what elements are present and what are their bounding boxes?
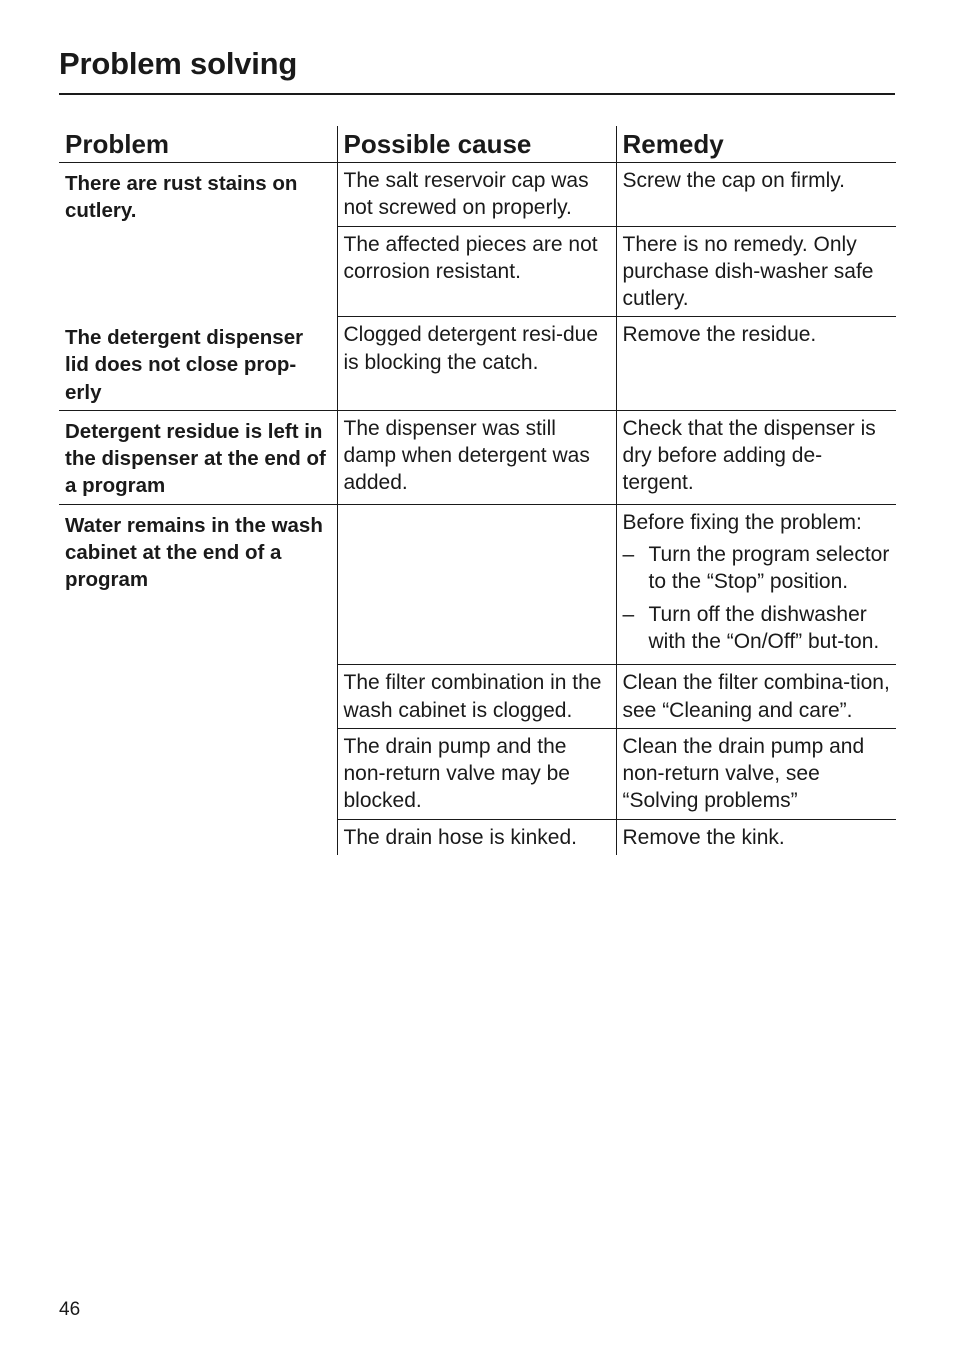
dash-bullet-icon: – — [622, 543, 635, 567]
table-row — [59, 163, 896, 227]
dash-bullet-icon: – — [622, 602, 635, 626]
problem-solving-table — [59, 126, 896, 855]
cause-cell: The filter combination in the wash cabinet is clogged. — [337, 665, 616, 729]
header-problem: Problem — [59, 126, 337, 163]
problem-cell: The detergent dispenser lid does not close prop-erly — [59, 317, 337, 410]
problem-cell: Water remains in the wash cabinet at the end of a program — [65, 513, 323, 592]
remedy-cell: Screw the cap on firmly. — [616, 163, 896, 227]
list-item — [623, 601, 891, 656]
header-remedy: Remedy — [616, 126, 896, 163]
remedy-cell: Remove the kink. — [616, 819, 896, 855]
cause-cell: The salt reservoir cap was not screwed on properly. — [337, 163, 616, 227]
problem-cell: Detergent residue is left in the dispenser at the end of a program — [59, 410, 337, 504]
remedy-step: Turn off the dishwasher with the “On/Off” but-ton. — [648, 602, 880, 653]
table-header-row — [59, 126, 896, 163]
remedy-steps — [623, 541, 891, 655]
table-row — [59, 410, 896, 504]
header-possible-cause: Possible cause — [337, 126, 616, 163]
cause-cell: The drain hose is kinked. — [337, 819, 616, 855]
remedy-step: Turn the program selector to the “Stop” position. — [648, 543, 890, 594]
problem-cell: There are rust stains on cutlery. — [65, 172, 298, 223]
remedy-cell: Clean the drain pump and non-return valve, see “Solving problems” — [616, 728, 896, 819]
cause-cell: The dispenser was still damp when detergent was added. — [337, 410, 616, 504]
page-title: Problem solving — [59, 46, 298, 81]
remedy-cell: There is no remedy. Only purchase dish-washer safe cutlery. — [616, 226, 896, 317]
remedy-cell: Check that the dispenser is dry before adding de-tergent. — [616, 410, 896, 504]
cause-cell: Clogged detergent resi-due is blocking the catch. — [337, 317, 616, 410]
remedy-cell — [616, 504, 896, 664]
list-item — [623, 541, 891, 596]
remedy-cell: Clean the filter combina-tion, see “Cleaning and care”. — [616, 665, 896, 729]
table-row — [59, 317, 896, 410]
table-row — [59, 504, 896, 664]
remedy-intro: Before fixing the problem: — [622, 510, 862, 534]
page-number: 46 — [59, 1299, 81, 1320]
cause-cell: The drain pump and the non-return valve may be blocked. — [337, 728, 616, 819]
title-rule — [59, 93, 895, 95]
cause-cell: The affected pieces are not corrosion resistant. — [337, 226, 616, 317]
remedy-cell: Remove the residue. — [616, 317, 896, 410]
cause-cell — [337, 504, 616, 664]
